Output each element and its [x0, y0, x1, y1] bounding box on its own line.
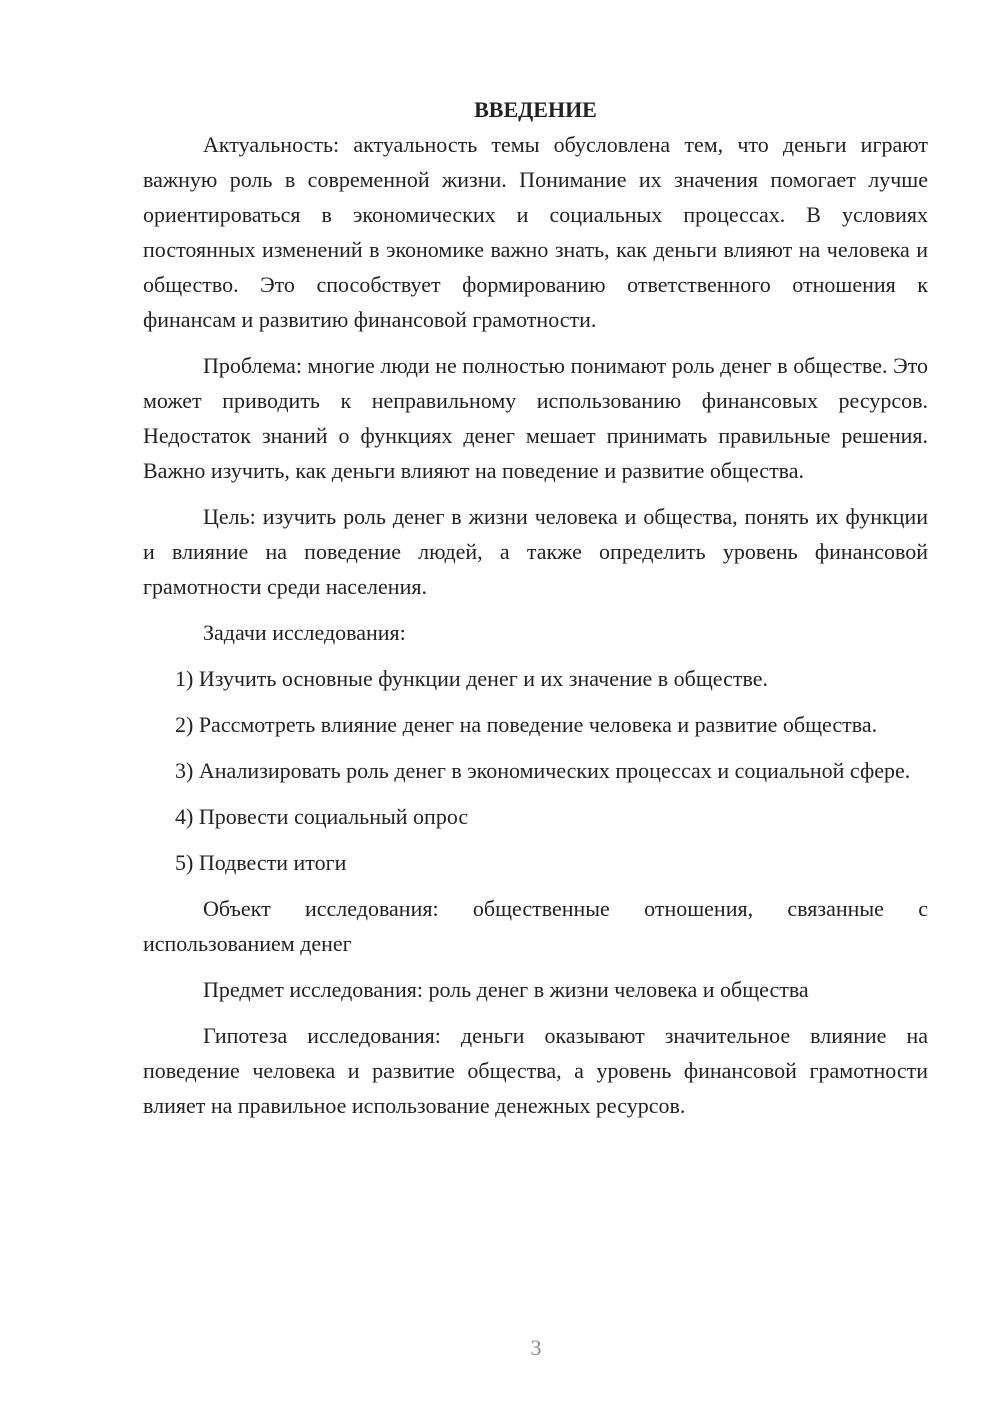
goal-paragraph: Цель: изучить роль денег в жизни человека и общества, понять их функции и влияние на поведение людей, а также определить уровень финансовой грамотности среди населения.	[143, 504, 928, 599]
section-title: ВВЕДЕНИЕ	[474, 97, 597, 122]
task-item: 4) Провести социальный опрос	[175, 804, 469, 829]
task-item: 5) Подвести итоги	[175, 850, 347, 875]
hypothesis-paragraph: Гипотеза исследования: деньги оказывают значительное влияние на поведение человека и развитие общества, а уровень финансовой грамотности влияет на правильное использование денежных ресурсов.	[143, 1023, 928, 1118]
task-item: 3) Анализировать роль денег в экономических процессах и социальной сфере.	[175, 758, 911, 783]
subject-paragraph: Предмет исследования: роль денег в жизни человека и общества	[203, 977, 809, 1002]
document-page	[143, 92, 928, 1123]
problem-paragraph: Проблема: многие люди не полностью понимают роль денег в обществе. Это может приводить к неправильному использованию финансовых ресурсов. Недостаток знаний о функциях денег мешает принимать правильные решения. Важно изучить, как деньги влияют на поведение и развитие общества.	[143, 353, 928, 483]
object-paragraph: Объект исследования: общественные отношения, связанные с использованием денег	[143, 896, 928, 956]
task-item: 2) Рассмотреть влияние денег на поведение человека и развитие общества.	[175, 712, 878, 737]
tasks-heading: Задачи исследования:	[203, 620, 406, 645]
task-item: 1) Изучить основные функции денег и их значение в обществе.	[175, 666, 769, 691]
relevance-paragraph: Актуальность: актуальность темы обусловлена тем, что деньги играют важную роль в современной жизни. Понимание их значения помогает лучше ориентироваться в экономических и социальных процессах. В условиях постоянных изменений в экономике важно знать, как деньги влияют на человека и общество. Это способствует формированию ответственного отношения к финансам и развитию финансовой грамотности.	[143, 132, 928, 332]
page-number: 3	[530, 1335, 542, 1360]
